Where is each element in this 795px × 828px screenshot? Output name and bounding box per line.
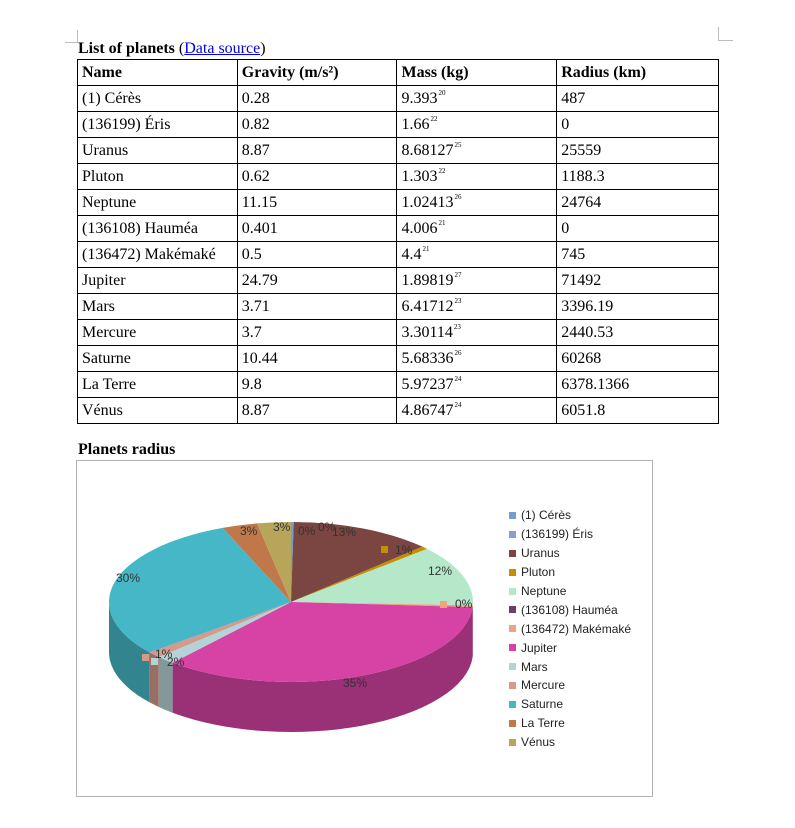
pie-percent-label: 13% [332, 525, 357, 539]
cell-mass [397, 216, 557, 242]
legend-item [509, 619, 631, 638]
pie-percent-label: 1% [395, 543, 413, 557]
cell-name: Jupiter [78, 268, 238, 294]
cell-radius: 1188.3 [557, 164, 719, 190]
pie-percent-label: 30% [116, 571, 141, 585]
chart-legend [509, 506, 631, 752]
cell-mass [397, 294, 557, 320]
legend-item [509, 657, 631, 676]
cell-mass [397, 112, 557, 138]
legend-swatch [509, 739, 516, 746]
data-source-link[interactable]: Data source [184, 40, 261, 57]
pie-label-marker [440, 601, 447, 608]
cell-radius: 0 [557, 216, 719, 242]
table-row [78, 346, 719, 372]
header-gravity: Gravity (m/s²) [237, 60, 397, 86]
table-row [78, 372, 719, 398]
legend-swatch [509, 701, 516, 708]
legend-swatch [509, 512, 516, 519]
mass-exponent: 22 [438, 166, 446, 175]
mass-mantissa: 5.97237 [401, 375, 454, 393]
pie-percent-label: 2% [167, 655, 185, 669]
mass-mantissa: 4.4 [401, 245, 422, 263]
pie-percent-label: 0% [298, 524, 316, 538]
pie-percent-label: 35% [343, 676, 368, 690]
cell-gravity: 0.5 [237, 242, 397, 268]
mass-exponent: 25 [454, 140, 462, 149]
cell-radius: 2440.53 [557, 320, 719, 346]
pie-percent-label: 3% [273, 520, 291, 534]
legend-label: (1) Cérès [521, 508, 572, 523]
cell-gravity: 8.87 [237, 138, 397, 164]
table-row [78, 320, 719, 346]
pie-percent-label: 1% [155, 647, 173, 661]
legend-swatch [509, 569, 516, 576]
cell-mass [397, 164, 557, 190]
link-paren-close: ) [260, 40, 266, 57]
mass-exponent: 21 [422, 244, 430, 253]
planets-table [77, 59, 719, 424]
table-header-row [78, 60, 719, 86]
legend-label: (136472) Makémaké [521, 621, 632, 636]
page-corner-mark [718, 27, 733, 41]
cell-radius: 60268 [557, 346, 719, 372]
mass-mantissa: 4.86747 [401, 401, 454, 419]
legend-item [509, 582, 631, 601]
legend-item [509, 563, 631, 582]
table-heading [78, 40, 266, 58]
cell-gravity: 11.15 [237, 190, 397, 216]
cell-name: (136199) Éris [78, 112, 238, 138]
cell-radius: 6378.1366 [557, 372, 719, 398]
cell-gravity: 3.7 [237, 320, 397, 346]
legend-label: La Terre [521, 716, 565, 731]
legend-item [509, 600, 631, 619]
legend-label: Vénus [521, 735, 556, 750]
pie-percent-label: 3% [240, 524, 258, 538]
legend-label: Neptune [521, 584, 567, 598]
legend-item [509, 695, 631, 714]
cell-name: (136472) Makémaké [78, 242, 238, 268]
table-row [78, 216, 719, 242]
header-name: Name [78, 60, 238, 86]
mass-exponent: 26 [454, 192, 462, 201]
table-row [78, 112, 719, 138]
cell-gravity: 0.82 [237, 112, 397, 138]
cell-radius: 24764 [557, 190, 719, 216]
legend-item [509, 544, 631, 563]
mass-mantissa: 1.66 [401, 115, 430, 133]
legend-label: (136199) Éris [521, 527, 594, 542]
table-row [78, 190, 719, 216]
pie-percent-label: 0% [318, 520, 336, 534]
cell-mass [397, 346, 557, 372]
legend-swatch [509, 625, 516, 632]
mass-exponent: 22 [430, 114, 438, 123]
legend-label: (136108) Hauméa [521, 602, 618, 617]
cell-radius: 487 [557, 86, 719, 112]
legend-swatch [509, 682, 516, 689]
cell-name: La Terre [78, 372, 238, 398]
cell-radius: 6051.8 [557, 398, 719, 424]
link-paren-open: ( [174, 40, 185, 57]
pie-label-marker [142, 654, 149, 661]
cell-name: Mercure [78, 320, 238, 346]
legend-item [509, 506, 631, 525]
page-corner-mark [65, 30, 78, 43]
mass-exponent: 27 [454, 270, 462, 279]
mass-mantissa: 4.006 [401, 219, 438, 237]
pie-percent-label: 0% [455, 597, 473, 611]
cell-radius: 71492 [557, 268, 719, 294]
legend-item [509, 733, 631, 752]
table-row [78, 294, 719, 320]
cell-gravity: 8.87 [237, 398, 397, 424]
legend-label: Saturne [521, 697, 564, 712]
cell-mass [397, 86, 557, 112]
cell-mass [397, 190, 557, 216]
mass-exponent: 21 [438, 218, 446, 227]
cell-gravity: 9.8 [237, 372, 397, 398]
mass-exponent: 23 [454, 296, 462, 305]
legend-item [509, 525, 631, 544]
legend-swatch [509, 550, 516, 557]
table-row [78, 164, 719, 190]
legend-label: Jupiter [521, 640, 558, 655]
mass-mantissa: 1.89819 [401, 271, 454, 289]
legend-swatch [509, 606, 516, 613]
cell-name: (136108) Hauméa [78, 216, 238, 242]
cell-name: Pluton [78, 164, 238, 190]
cell-gravity: 24.79 [237, 268, 397, 294]
cell-mass [397, 372, 557, 398]
header-mass: Mass (kg) [397, 60, 557, 86]
mass-mantissa: 9.393 [401, 89, 438, 107]
pie-label-marker [381, 546, 388, 553]
legend-label: Mars [521, 659, 548, 674]
legend-item [509, 714, 631, 733]
mass-exponent: 26 [454, 348, 462, 357]
legend-swatch [509, 663, 516, 670]
mass-mantissa: 8.68127 [401, 141, 454, 159]
cell-mass [397, 320, 557, 346]
cell-gravity: 10.44 [237, 346, 397, 372]
cell-name: Saturne [78, 346, 238, 372]
mass-mantissa: 3.30114 [401, 323, 453, 341]
chart-title: Planets radius [78, 441, 176, 458]
cell-mass [397, 268, 557, 294]
legend-item [509, 676, 631, 695]
cell-gravity: 0.62 [237, 164, 397, 190]
header-radius: Radius (km) [557, 60, 719, 86]
legend-label: Mercure [521, 678, 566, 693]
table-row [78, 86, 719, 112]
legend-swatch [509, 644, 516, 651]
mass-exponent: 20 [438, 88, 446, 97]
table-row [78, 268, 719, 294]
cell-mass [397, 138, 557, 164]
mass-exponent: 24 [454, 374, 462, 383]
legend-label: Uranus [521, 546, 560, 561]
cell-gravity: 3.71 [237, 294, 397, 320]
cell-gravity: 0.401 [237, 216, 397, 242]
cell-mass [397, 398, 557, 424]
cell-radius: 3396.19 [557, 294, 719, 320]
table-row [78, 242, 719, 268]
legend-item [509, 638, 631, 657]
table-title: List of planets [78, 40, 175, 57]
legend-swatch [509, 720, 516, 727]
mass-mantissa: 1.303 [401, 167, 438, 185]
mass-mantissa: 6.41712 [401, 297, 454, 315]
mass-exponent: 24 [454, 400, 462, 409]
pie-chart [76, 460, 653, 797]
cell-name: Mars [78, 294, 238, 320]
table-row [78, 398, 719, 424]
legend-label: Pluton [521, 565, 556, 580]
legend-swatch [509, 531, 516, 538]
cell-radius: 25559 [557, 138, 719, 164]
cell-mass [397, 242, 557, 268]
cell-name: Vénus [78, 398, 238, 424]
table-row [78, 138, 719, 164]
cell-name: Uranus [78, 138, 238, 164]
cell-name: (1) Cérès [78, 86, 238, 112]
mass-mantissa: 5.68336 [401, 349, 454, 367]
cell-gravity: 0.28 [237, 86, 397, 112]
pie-percent-label: 12% [428, 564, 453, 578]
cell-name: Neptune [78, 190, 238, 216]
mass-exponent: 23 [453, 322, 461, 331]
legend-swatch [509, 588, 516, 595]
cell-radius: 745 [557, 242, 719, 268]
mass-mantissa: 1.02413 [401, 193, 454, 211]
cell-radius: 0 [557, 112, 719, 138]
